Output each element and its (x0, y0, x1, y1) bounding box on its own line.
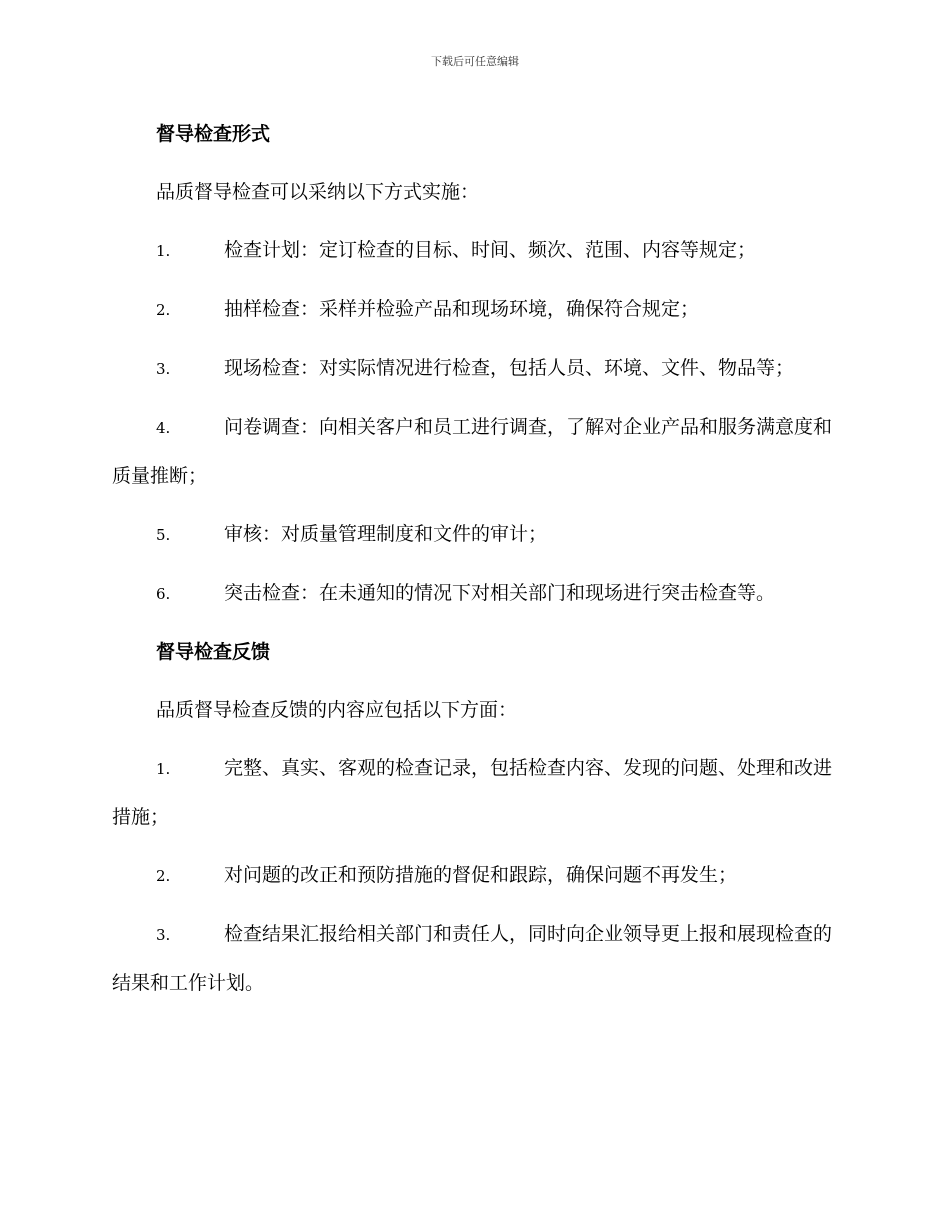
list-item-number: 1. (156, 760, 171, 778)
list-item (112, 744, 834, 841)
list-item-text: 审核：对质量管理制度和文件的审计； (224, 523, 548, 545)
page-header: 下载后可任意编辑 (431, 55, 519, 68)
list-item (112, 403, 834, 500)
list-item (112, 851, 834, 900)
list-item-text: 检查结果汇报给相关部门和责任人，同时向企业领导更上报和展现检查的结果和工作计划。 (112, 923, 833, 994)
list-item (112, 226, 834, 275)
list-item-number: 2. (156, 301, 171, 319)
list-item-number: 5. (156, 526, 171, 544)
list-item-text: 检查计划：定订检查的目标、时间、频次、范围、内容等规定； (224, 239, 757, 261)
list-item-text: 突击检查：在未通知的情况下对相关部门和现场进行突击检查等。 (224, 582, 776, 604)
document-body (112, 110, 834, 1007)
list-item (112, 510, 834, 559)
section-intro-feedback: 品质督导检查反馈的内容应包括以下方面： (156, 699, 518, 721)
list-item-number: 6. (156, 585, 171, 603)
list-item (112, 910, 834, 1007)
section-intro-form: 品质督导检查可以采纳以下方式实施： (156, 181, 480, 203)
list-item-text: 抽样检查：采样并检验产品和现场环境，确保符合规定； (224, 298, 700, 320)
list-item-number: 3. (156, 360, 171, 378)
list-item-text: 现场检查：对实际情况进行检查，包括人员、环境、文件、物品等； (224, 357, 795, 379)
section-heading-feedback: 督导检查反馈 (156, 641, 271, 663)
list-item (112, 285, 834, 334)
list-item (112, 344, 834, 393)
list-item-text: 问卷调查：向相关客户和员工进行调查，了解对企业产品和服务满意度和质量推断； (112, 416, 833, 487)
section-heading-form: 督导检查形式 (156, 123, 271, 145)
list-item-number: 3. (156, 926, 171, 944)
list-item-text: 完整、真实、客观的检查记录，包括检查内容、发现的问题、处理和改进措施； (112, 757, 833, 828)
list-item (112, 569, 834, 618)
list-item-number: 4. (156, 419, 171, 437)
list-item-number: 2. (156, 867, 171, 885)
list-item-text: 对问题的改正和预防措施的督促和跟踪，确保问题不再发生； (224, 864, 738, 886)
list-item-number: 1. (156, 242, 171, 260)
